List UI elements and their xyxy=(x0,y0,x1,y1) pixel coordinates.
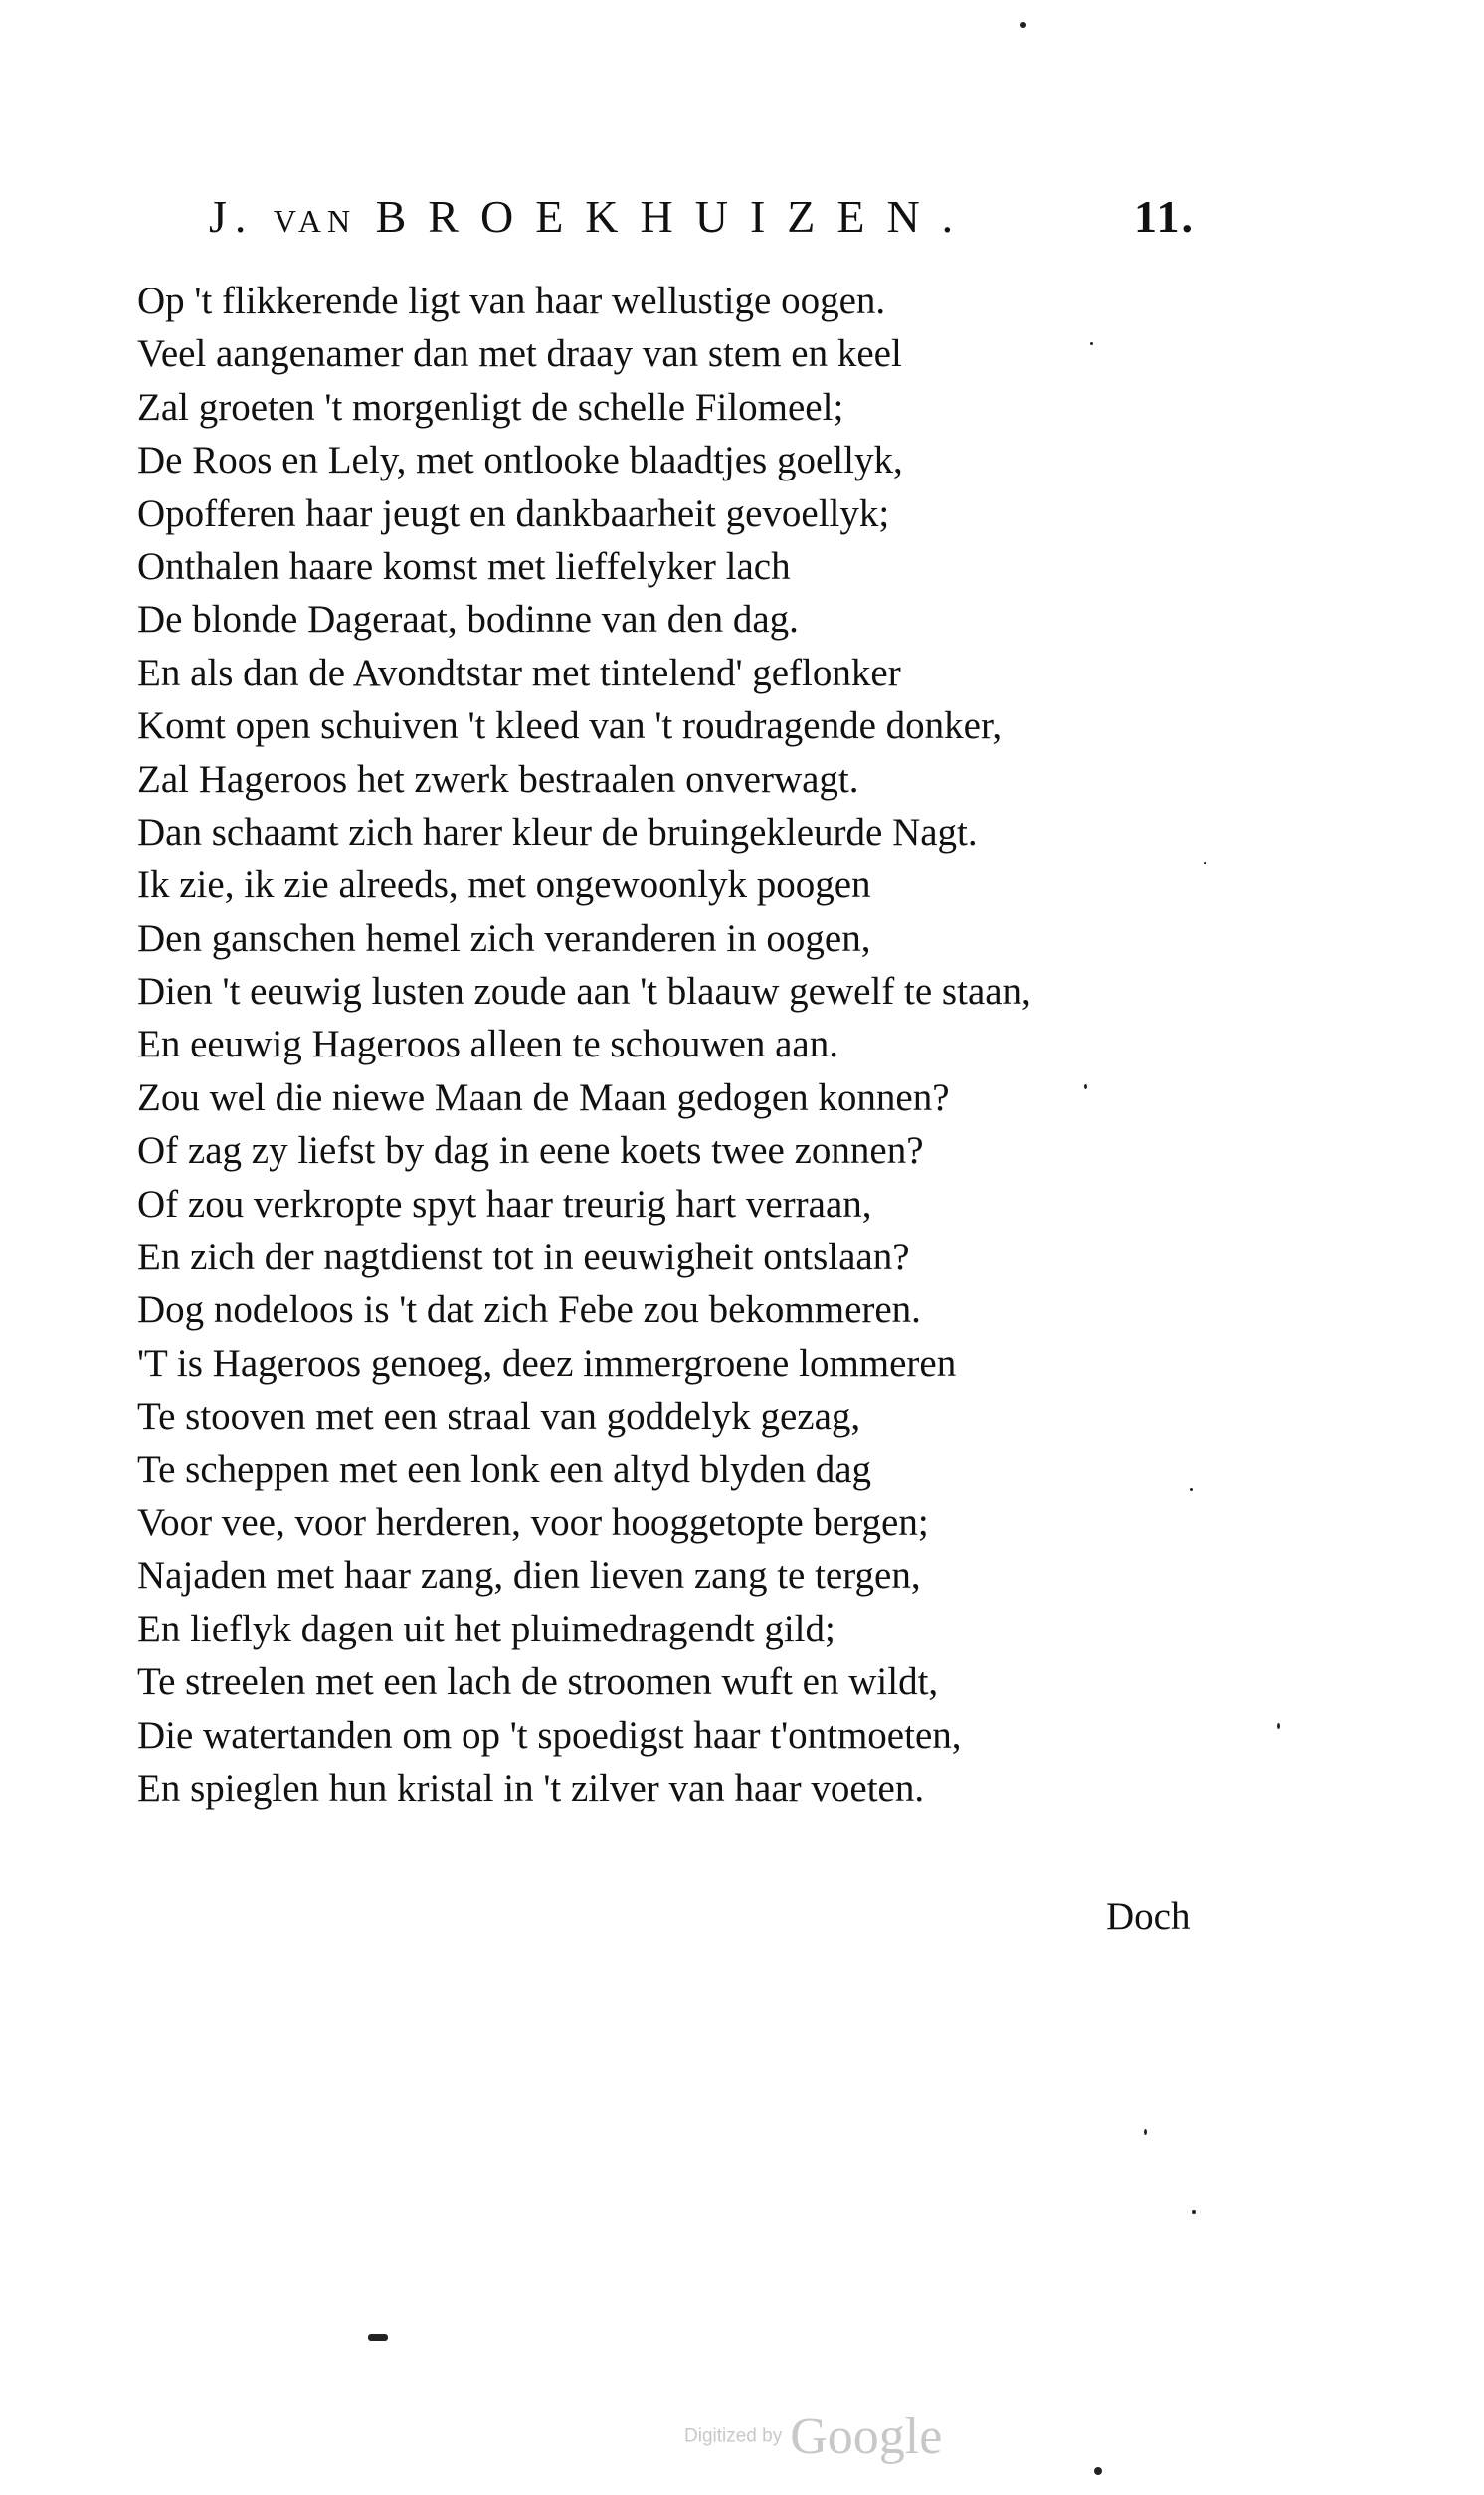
verse-line: Den ganschen hemel zich veranderen in oogen, xyxy=(137,916,871,960)
verse-line: En zich der nagtdienst tot in eeuwigheit ontslaan? xyxy=(137,1236,910,1279)
verse-line: Voor vee, voor herderen, voor hooggetopte bergen; xyxy=(137,1500,929,1544)
verse-line: En eeuwig Hageroos alleen te schouwen aan. xyxy=(137,1023,838,1066)
ink-speck xyxy=(1094,2467,1102,2475)
ink-speck xyxy=(1204,862,1206,864)
verse-line: En lieflyk dagen uit het pluimedragendt gild; xyxy=(137,1607,835,1650)
verse-text xyxy=(137,275,1251,1815)
verse-line: Opofferen haar jeugt en dankbaarheit gevoellyk; xyxy=(137,491,890,535)
verse-line: Op 't flikkerende ligt van haar wellustige oogen. xyxy=(137,280,886,322)
ink-speck xyxy=(1192,2210,1196,2214)
watermark-prefix: Digitized by xyxy=(684,2425,783,2447)
running-head-initial: J. xyxy=(209,191,255,242)
verse-line: Najaden met haar zang, dien lieven zang te tergen, xyxy=(137,1554,921,1598)
verse-line: Zal Hageroos het zwerk bestraalen onverwagt. xyxy=(137,757,859,801)
ink-speck xyxy=(1277,1723,1280,1729)
running-head xyxy=(209,187,1204,247)
running-head-title xyxy=(209,187,975,251)
running-head-surname: BROEKHUIZEN. xyxy=(375,191,976,242)
verse-line: Te streelen met een lach de stroomen wuft en wildt, xyxy=(137,1660,939,1704)
verse-line: Onthalen haare komst met lieffelyker lach xyxy=(137,544,791,588)
verse-line: Of zou verkropte spyt haar treurig hart verraan, xyxy=(137,1182,872,1226)
verse-line: Te scheppen met een lonk een altyd blyden dag xyxy=(137,1447,872,1491)
verse-line: En spieglen hun kristal in 't zilver van haar voeten. xyxy=(137,1766,925,1810)
page-number: 11. xyxy=(1134,191,1195,242)
verse-line: 'T is Hageroos genoeg, deez immergroene lommeren xyxy=(137,1341,957,1385)
digitization-watermark xyxy=(684,2407,942,2467)
ink-speck xyxy=(1020,22,1026,28)
verse-line: Komt open schuiven 't kleed van 't roudragende donker, xyxy=(137,704,1003,748)
verse-line: Dog nodeloos is 't dat zich Febe zou bekommeren. xyxy=(137,1288,921,1332)
verse-line: Dan schaamt zich harer kleur de bruingekleurde Nagt. xyxy=(137,810,978,854)
ink-speck xyxy=(1090,342,1093,345)
verse-line: En als dan de Avondtstar met tintelend' geflonker xyxy=(137,651,901,694)
verse-line: Zal groeten 't morgenligt de schelle Filomeel; xyxy=(137,385,844,429)
google-logo: Google xyxy=(790,2408,943,2465)
verse-line: Zou wel die niewe Maan de Maan gedogen konnen? xyxy=(137,1075,950,1119)
verse-line: Of zag zy liefst by dag in eene koets twee zonnen? xyxy=(137,1129,924,1173)
verse-line: Dien 't eeuwig lusten zoude aan 't blaauw gewelf te staan, xyxy=(137,970,1031,1014)
verse-line: De Roos en Lely, met ontlooke blaadtjes goellyk, xyxy=(137,439,903,482)
verse-line: De blonde Dageraat, bodinne van den dag. xyxy=(137,598,799,642)
verse-line: Die watertanden om op 't spoedigst haar t'ontmoeten, xyxy=(137,1713,962,1757)
verse-line: Te stooven met een straal van goddelyk gezag, xyxy=(137,1395,861,1439)
catchword: Doch xyxy=(1106,1895,1191,1938)
running-head-small-caps: VAN xyxy=(273,203,357,239)
ink-speck xyxy=(368,2334,388,2341)
ink-speck xyxy=(1084,1084,1087,1089)
ink-speck xyxy=(1144,2129,1147,2135)
verse-line: Veel aangenamer dan met draay van stem en keel xyxy=(137,332,902,376)
ink-speck xyxy=(1190,1488,1193,1491)
verse-line: Ik zie, ik zie alreeds, met ongewoonlyk poogen xyxy=(137,864,871,907)
